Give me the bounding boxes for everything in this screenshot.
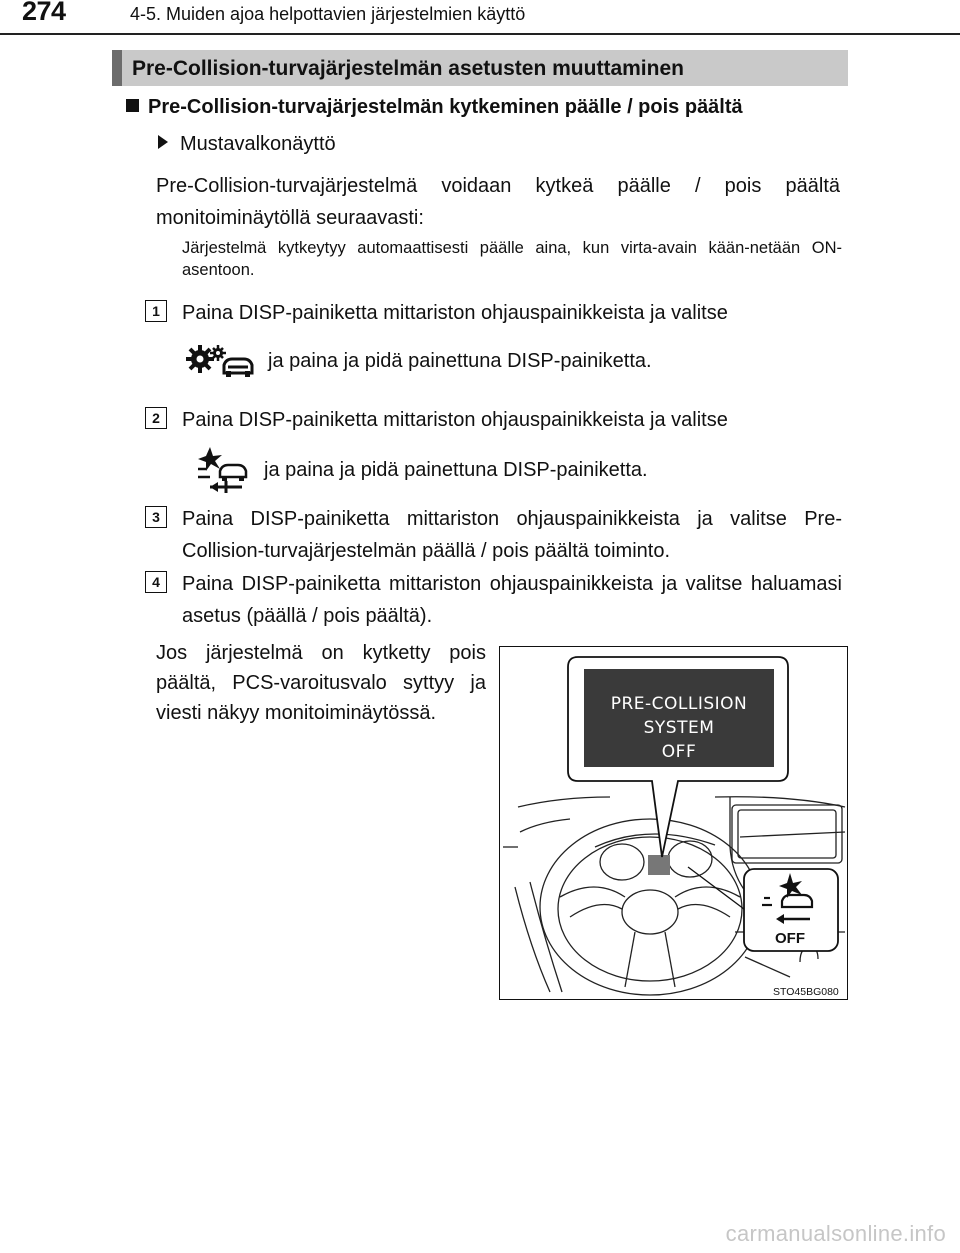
step-badge-3: 3 (145, 506, 167, 528)
page-number: 274 (22, 0, 66, 26)
settings-car-icon (186, 343, 256, 379)
indicator-off-label: OFF (775, 930, 805, 947)
display-line-2: SYSTEM (643, 718, 715, 738)
step-2-continuation-text: ja paina ja pidä painettuna DISP-painiketta. (264, 458, 648, 481)
subsection-title: Pre-Collision-turvajärjestelmän kytkeminen päälle / pois päältä (148, 96, 743, 118)
step-2-text: Paina DISP-painiketta mittariston ohjauspainikkeista ja valitse (182, 409, 728, 431)
section-bar-notch (112, 50, 122, 86)
step-badge-4: 4 (145, 571, 167, 593)
step-badge-1: 1 (145, 300, 167, 322)
step-1-continuation-text: ja paina ja pidä painettuna DISP-painiketta. (268, 349, 652, 372)
chapter-title: 4-5. Muiden ajoa helpottavien järjestelmien käyttö (130, 4, 526, 24)
step-4-text: Paina DISP-painiketta mittariston ohjauspainikkeista ja valitse haluamasi asetus (päällä / pois päältä). (182, 573, 842, 627)
subsection-heading (126, 96, 743, 119)
step-1-text: Paina DISP-painiketta mittariston ohjauspainikkeista ja valitse (182, 302, 728, 324)
display-line-3: OFF (661, 742, 697, 762)
watermark: carmanualsonline.info (725, 1221, 946, 1246)
dashboard-illustration (499, 646, 848, 1000)
note-paragraph: Järjestelmä kytkeytyy automaattisesti päälle aina, kun virta-avain kään-netään ON-asentoon. (182, 239, 842, 279)
final-paragraph: Jos järjestelmä on kytketty pois päältä, PCS-varoitusvalo syttyy ja viesti näkyy monitoiminäytössä. (156, 642, 486, 724)
step-2-continuation (196, 447, 648, 493)
bullet-text: Mustavalkonäyttö (180, 133, 336, 155)
step-1-continuation (186, 343, 652, 379)
step-3-text: Paina DISP-painiketta mittariston ohjauspainikkeista ja valitse Pre-Collision-turvajärjestelmän päällä / pois päältä toiminto. (182, 508, 842, 562)
header-rule (0, 33, 960, 35)
pcs-icon (196, 447, 252, 493)
display-line-1: PRE-COLLISION (610, 694, 748, 714)
section-title: Pre-Collision-turvajärjestelmän asetusten muuttaminen (132, 57, 684, 80)
intro-paragraph: Pre-Collision-turvajärjestelmä voidaan kytkeä päälle / pois päältä monitoiminäytöllä seuraavasti: (156, 175, 840, 229)
step-badge-2: 2 (145, 407, 167, 429)
display-type-bullet (158, 133, 336, 156)
cluster-display-highlight (648, 855, 670, 875)
figure-caption: STO45BG080 (773, 986, 839, 998)
square-bullet-icon (126, 99, 139, 112)
triangle-bullet-icon (158, 135, 168, 149)
section-heading-bar (112, 50, 848, 86)
dashboard-drawing (500, 647, 848, 1000)
